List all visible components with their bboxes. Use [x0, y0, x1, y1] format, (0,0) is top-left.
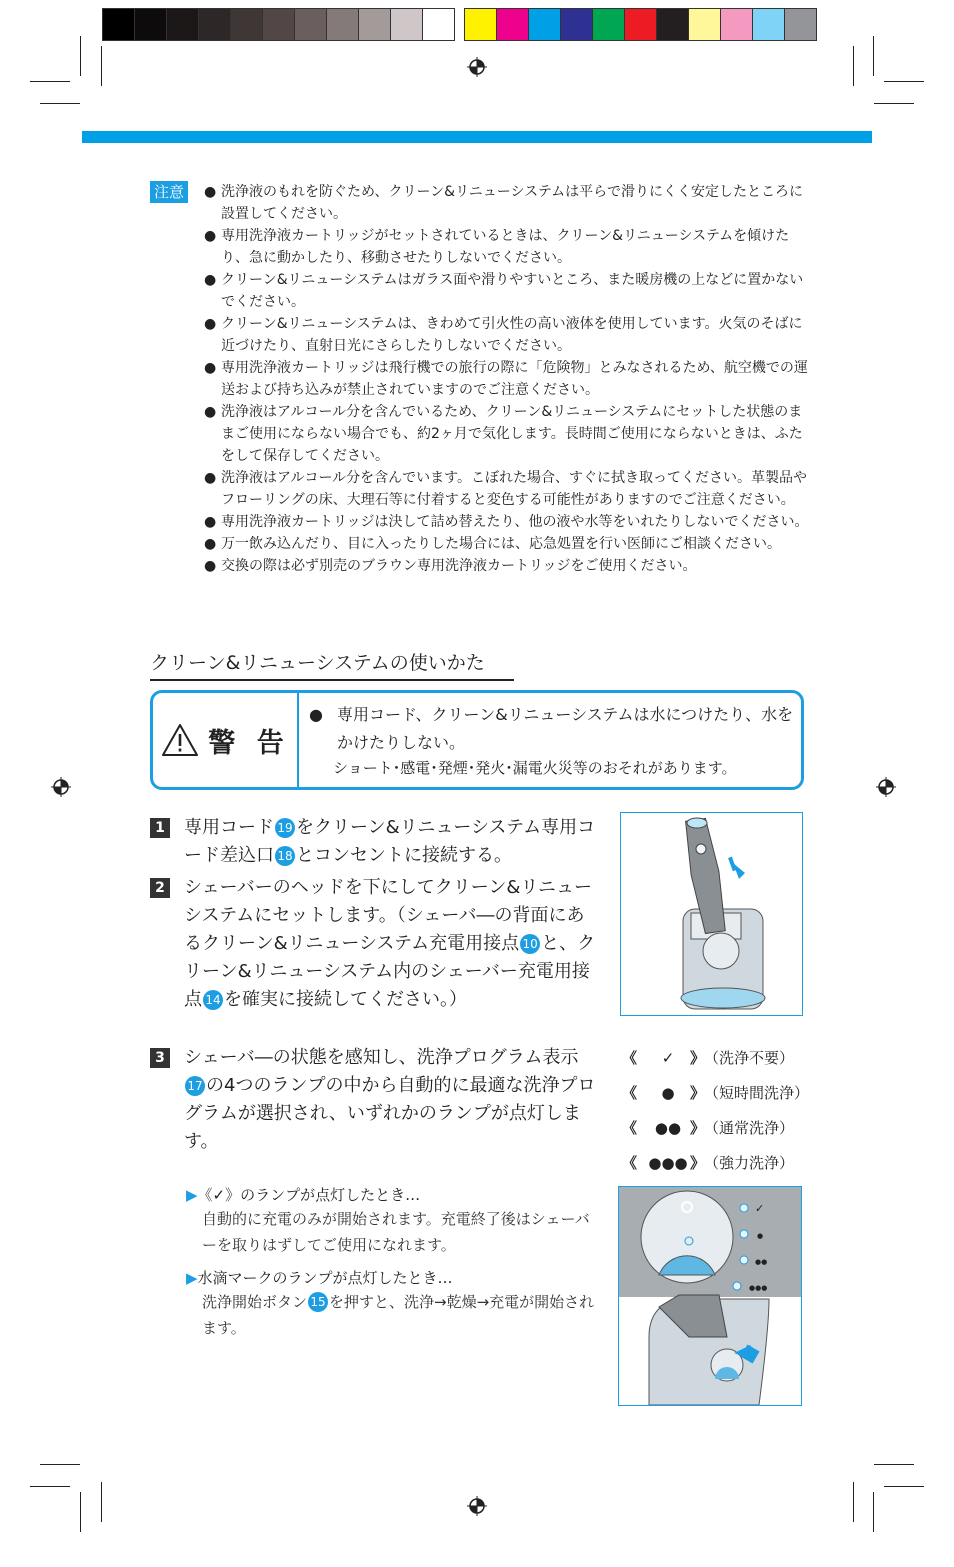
double-drop-icon: ●●	[654, 1119, 682, 1137]
crop-mark	[884, 1486, 924, 1487]
legend-label: （短時間洗浄）	[704, 1084, 810, 1102]
legend-label: （通常洗浄）	[704, 1119, 795, 1137]
color-swatch	[720, 8, 753, 41]
caution-text: 洗浄液のもれを防ぐため、クリーン&リニューシステムは平らで滑りにくく安定したところに設置してください。	[221, 184, 803, 222]
shaver-station-drawing	[621, 813, 802, 1015]
color-swatch	[560, 8, 593, 41]
crop-mark	[80, 1492, 81, 1532]
sub-item-heading: ▶《✓》のランプが点灯したとき…	[186, 1186, 421, 1204]
bullet-icon: ●	[204, 360, 217, 376]
crop-mark	[874, 103, 914, 104]
crop-mark	[853, 46, 854, 86]
color-swatch	[496, 8, 529, 41]
color-swatch	[102, 8, 135, 41]
bullet-icon: ●	[204, 536, 217, 552]
color-swatch	[326, 8, 359, 41]
step-2	[150, 874, 596, 1014]
crop-mark	[40, 103, 80, 104]
bullet-icon: ●	[204, 470, 217, 486]
step-3	[150, 1044, 596, 1156]
color-swatch	[198, 8, 231, 41]
crop-mark	[30, 81, 70, 82]
crop-mark	[101, 46, 102, 86]
warning-text: 専用コード、クリーン&リニューシステムは水につけたり、水をかけたりしない。	[337, 705, 794, 752]
crop-mark	[874, 1464, 914, 1465]
warning-label-cell	[153, 693, 299, 787]
color-swatch	[784, 8, 817, 41]
svg-text:●●: ●●	[755, 1258, 768, 1266]
bullet-icon: ●	[204, 316, 217, 332]
crop-mark	[30, 1486, 70, 1487]
step-text: シェーバ―の状態を感知し、洗浄プログラム表示17 の4つのランプの中から自動的に最適な洗浄プログラムが選択され、いずれかのランプが点灯します。	[184, 1047, 596, 1152]
bullet-icon: ●	[204, 558, 217, 574]
print-color-bar	[102, 8, 816, 41]
part-number-badge: 15	[308, 1292, 328, 1312]
caution-text: 専用洗浄液カートリッジは決して詰め替えたり、他の液や水等をいれたりしないでください。	[221, 514, 809, 530]
control-panel-drawing	[619, 1187, 801, 1405]
svg-text:●: ●	[757, 1232, 764, 1240]
section-title: クリーン&リニューシステムの使いかた	[150, 648, 514, 681]
caution-item	[204, 357, 810, 401]
registration-mark-icon	[876, 777, 896, 797]
caution-text: クリーン&リニューシステムは、きわめて引火性の高い液体を使用しています。火気のそばに近づけたり、直射日光にさらしたりしないでください。	[221, 316, 803, 354]
bullet-icon: ●	[204, 404, 217, 420]
bullet-icon: ●	[204, 514, 217, 530]
step-number: 1	[150, 818, 170, 838]
check-icon: ✓	[661, 1049, 675, 1067]
caution-text: 洗浄液はアルコール分を含んでいます。こぼれた場合、すぐに拭き取ってください。革製品やフローリングの床、大理石等に付着すると変色する可能性がありますのでご注意ください。	[221, 470, 808, 508]
sub-item-body: 自動的に充電のみが開始されます。充電終了後はシェーバーを取りはずしてご使用になれます。	[202, 1210, 590, 1254]
color-swatch	[752, 8, 785, 41]
caution-item	[204, 269, 810, 313]
caution-item	[204, 555, 810, 577]
color-swatch	[294, 8, 327, 41]
bullet-icon: ●	[204, 272, 217, 288]
color-swatch	[166, 8, 199, 41]
caution-text: クリーン&リニューシステムはガラス面や滑りやすいところ、また暖房機の上などに置かないでください。	[221, 272, 804, 310]
svg-text:●●●: ●●●	[749, 1284, 768, 1292]
warning-main-text	[309, 701, 801, 757]
part-number-badge: 17	[185, 1076, 205, 1096]
triangle-marker-icon: ▶	[186, 1186, 198, 1204]
caution-item	[204, 511, 810, 533]
step-text: 専用コード 19 をクリーン&リニューシステム専用コード差込口 18 とコンセントに接続する。	[184, 817, 596, 866]
caution-item	[204, 401, 810, 467]
warning-bullet: ●	[309, 705, 323, 724]
caution-item	[204, 225, 810, 269]
step-1	[150, 814, 596, 870]
color-bar-gap	[454, 8, 464, 41]
color-swatch	[422, 8, 455, 41]
step-number: 3	[150, 1048, 170, 1068]
crop-mark	[101, 1482, 102, 1522]
header-rule	[82, 131, 872, 143]
legend-label: （強力洗浄）	[704, 1154, 795, 1172]
part-number-badge: 10	[520, 934, 540, 954]
caution-item	[204, 181, 810, 225]
bullet-icon: ●	[204, 228, 217, 244]
color-swatch	[230, 8, 263, 41]
caution-list	[204, 181, 810, 577]
crop-mark	[40, 1464, 80, 1465]
control-panel-illustration	[618, 1186, 802, 1406]
svg-text:✓: ✓	[755, 1202, 765, 1215]
caution-item	[204, 467, 810, 511]
registration-mark-icon	[467, 57, 487, 77]
color-swatch	[528, 8, 561, 41]
color-swatch	[262, 8, 295, 41]
legend-label: （洗浄不要）	[704, 1049, 795, 1067]
crop-mark	[873, 36, 874, 76]
warning-sub-text: ショート･感電･発煙･発火･漏電火災等のおそれがあります。	[333, 759, 737, 777]
crop-mark	[884, 81, 924, 82]
caution-text: 専用洗浄液カートリッジは飛行機での旅行の際に「危険物」とみなされるため、航空機での運送および持ち込みが禁止されていますのでご注意ください。	[221, 360, 808, 398]
color-swatch	[134, 8, 167, 41]
sub-item-body: 洗浄開始ボタン 15 を押すと、洗浄→乾燥→充電が開始されます。	[202, 1293, 595, 1337]
bullet-icon: ●	[204, 184, 217, 200]
color-swatch	[624, 8, 657, 41]
crop-mark	[873, 1492, 874, 1532]
caution-text: 交換の際は必ず別売のブラウン専用洗浄液カートリッジをご使用ください。	[221, 558, 697, 574]
triangle-marker-icon: ▶	[186, 1269, 198, 1287]
caution-text: 万一飲み込んだり、目に入ったりした場合には、応急処置を行い医師にご相談ください。	[221, 536, 781, 552]
caution-text: 専用洗浄液カートリッジがセットされているときは、クリーン&リニューシステムを傾けたり、急に動かしたり、移動させたりしないでください。	[221, 228, 790, 266]
shaver-insertion-illustration	[620, 812, 803, 1016]
triple-drop-icon: ●●●	[648, 1154, 688, 1172]
color-swatch	[592, 8, 625, 41]
crop-mark	[853, 1482, 854, 1522]
crop-mark	[80, 36, 81, 76]
sub-item-heading: ▶水滴マークのランプが点灯したとき…	[186, 1269, 453, 1287]
caution-item	[204, 313, 810, 357]
caution-text: 洗浄液はアルコール分を含んでいるため、クリーン&リニューシステムにセットした状態のままご使用にならない場合でも、約2ヶ月で気化します。長時間ご使用にならないときは、ふたをして保存してください。	[221, 404, 803, 464]
caution-tag: 注意	[150, 181, 188, 203]
registration-mark-icon	[51, 777, 71, 797]
warning-triangle-icon	[160, 722, 200, 758]
drop-icon: ●	[661, 1084, 675, 1102]
part-number-badge: 14	[203, 990, 223, 1010]
color-swatch	[688, 8, 721, 41]
warning-label: 警 告	[208, 727, 290, 759]
part-number-badge: 18	[275, 846, 295, 866]
step-text: シェーバーのヘッドを下にしてクリーン&リニューシステムにセットします。（シェーバ―の背面にあるクリーン&リニューシステム充電用接点 10 と、クリーン&リニューシステム内のシェーバー充電用接点 14 を確実に接続してください。）	[184, 877, 596, 1010]
part-number-badge: 19	[275, 818, 295, 838]
color-swatch	[358, 8, 391, 41]
caution-item	[204, 533, 810, 555]
warning-box	[150, 690, 804, 790]
step-number: 2	[150, 878, 170, 898]
registration-mark-icon	[467, 1496, 487, 1516]
color-swatch	[464, 8, 497, 41]
color-swatch	[390, 8, 423, 41]
color-swatch	[656, 8, 689, 41]
